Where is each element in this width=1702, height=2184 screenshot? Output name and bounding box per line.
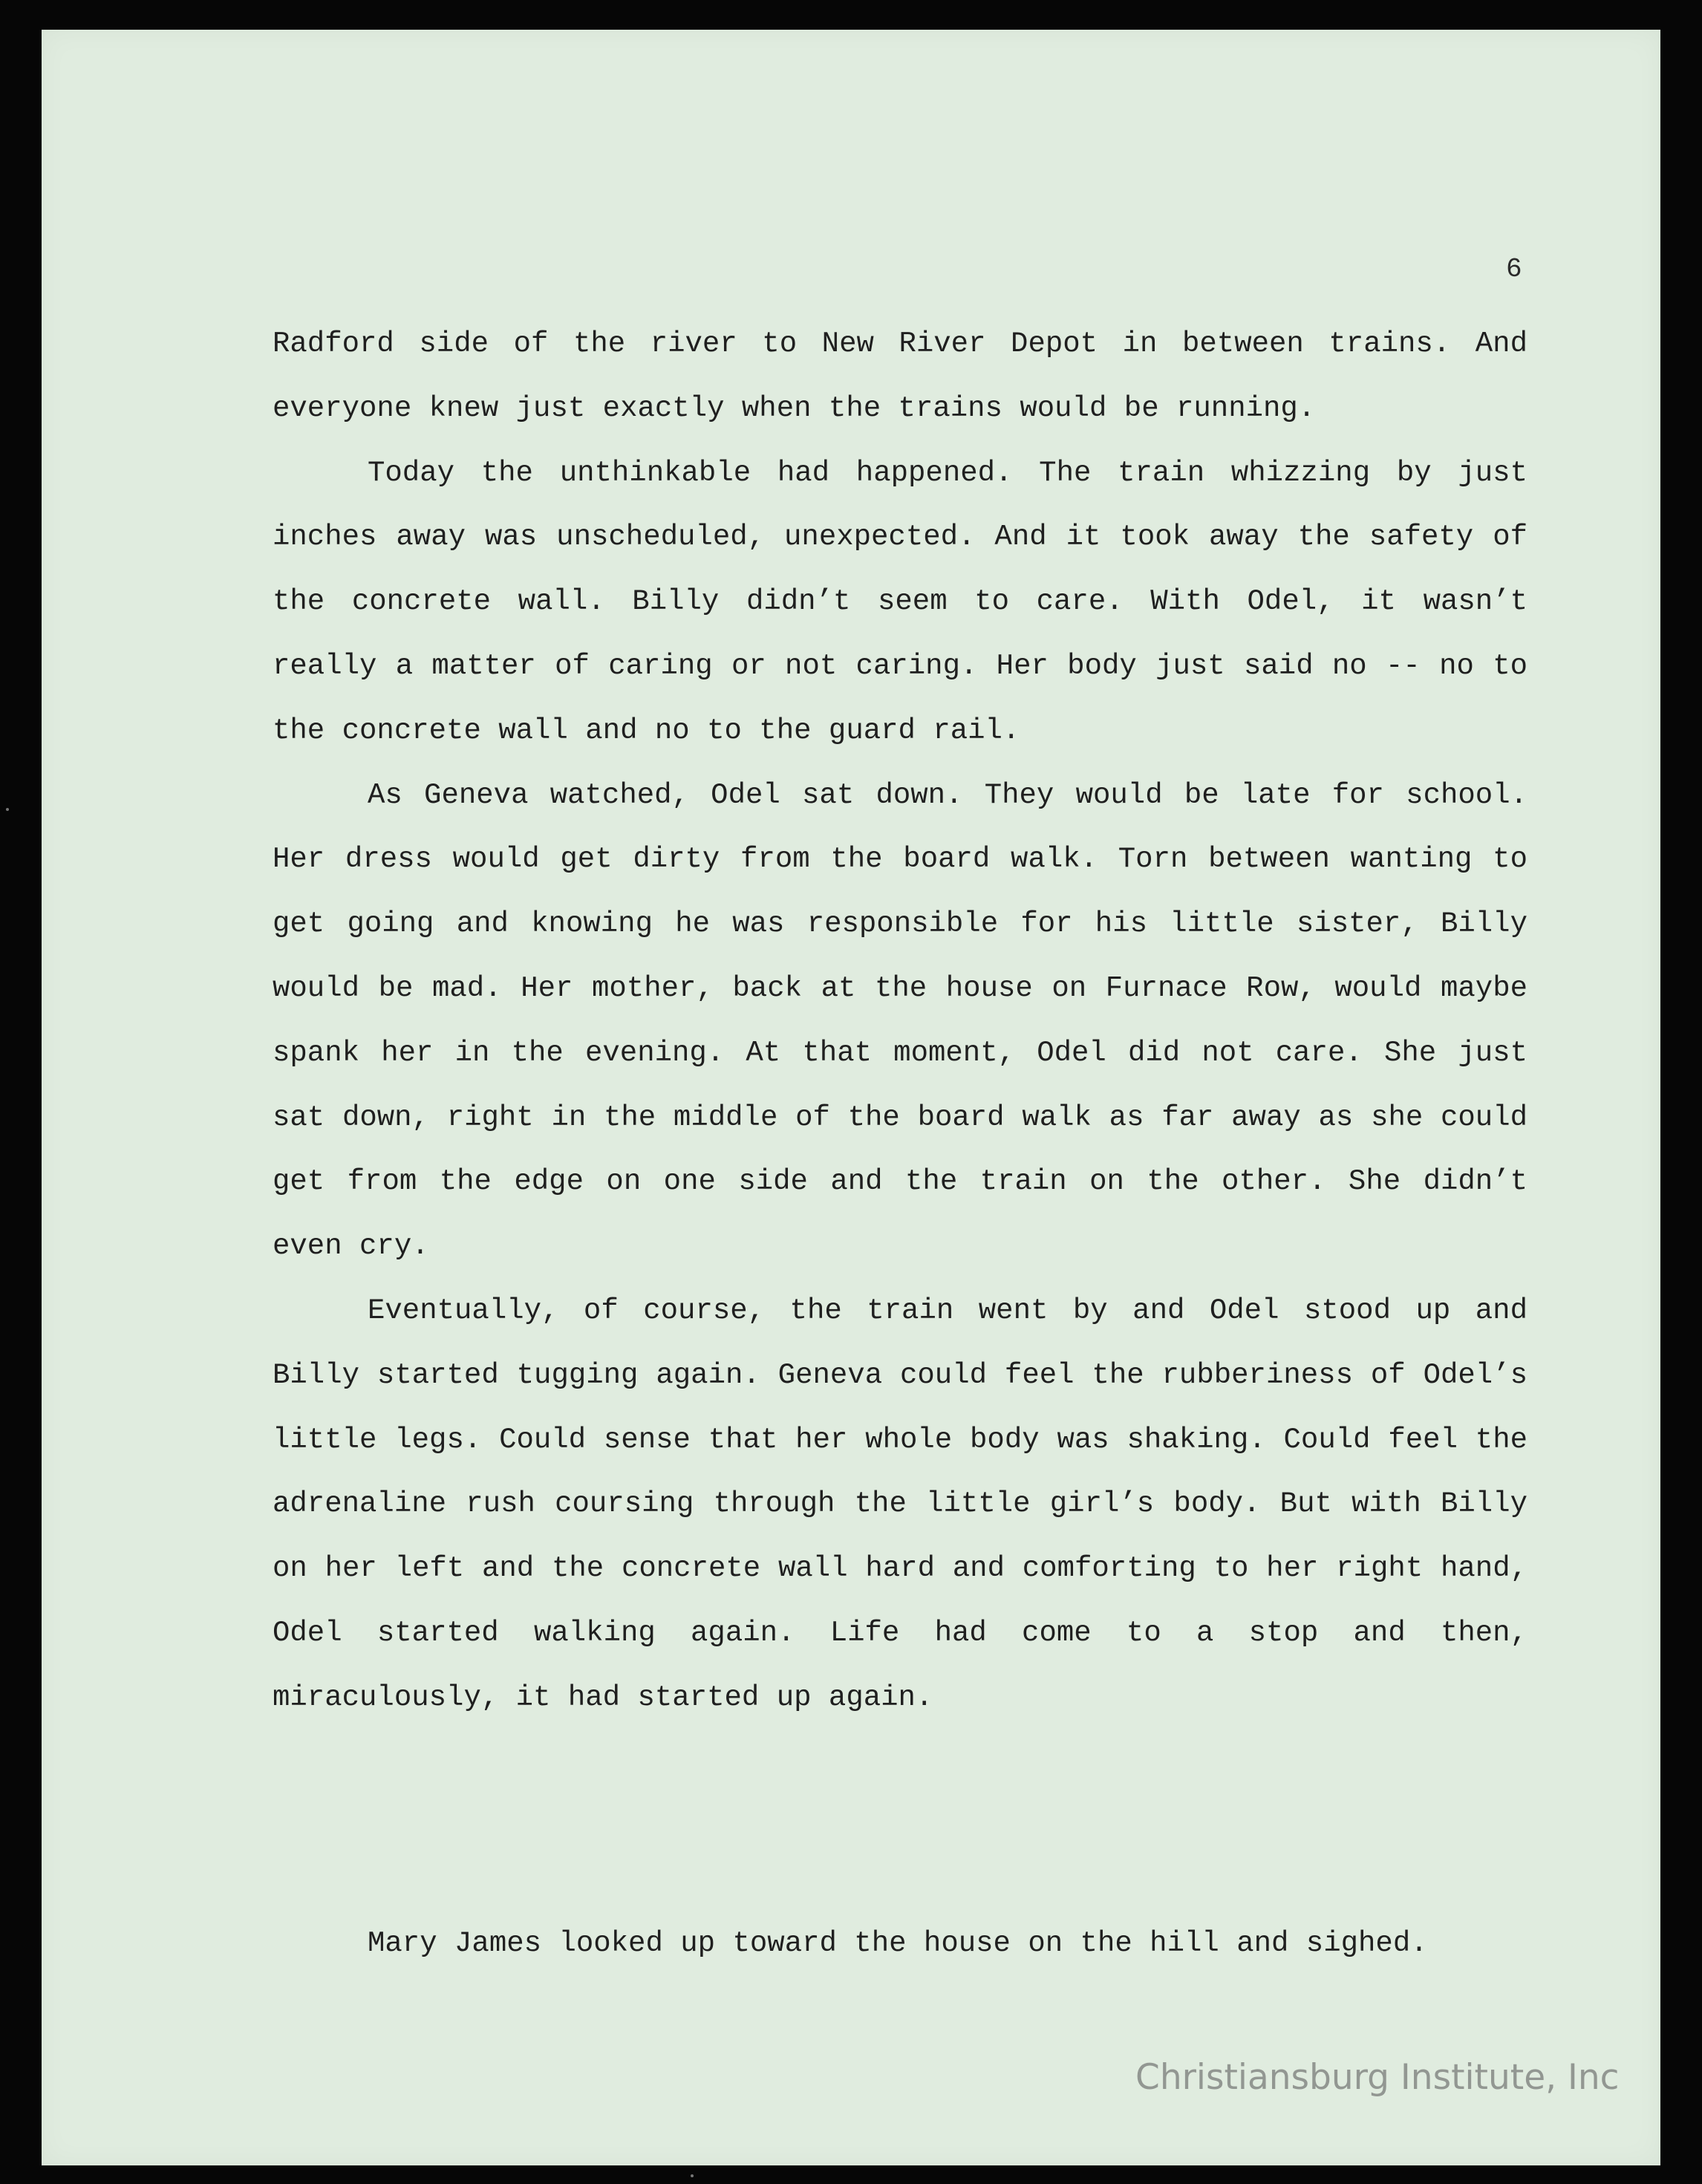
closing-line: Mary James looked up toward the house on the hill and sighed. [368, 1927, 1428, 1960]
page-number: 6 [1506, 254, 1522, 284]
body-text [273, 312, 1527, 1730]
paragraph-1: Radford side of the river to New River Depot in between trains. And everyone knew just exactly when the trains would be running. [273, 327, 1527, 425]
scan-speck [691, 2174, 694, 2177]
document-page [42, 30, 1660, 2165]
scan-speck [6, 808, 9, 811]
watermark-text: Christiansburg Institute, Inc [1135, 2057, 1620, 2098]
paragraph-4: Eventually, of course, the train went by and Odel stood up and Billy started tugging again. Geneva could feel the rubberiness of Odel’s little legs. Could sense that her whole body was shaking. Could feel the adrenaline rush coursing through the little girl’s body. But with Billy on her left and the concrete wall hard and comforting to her right hand, Odel started walking again. Life had come to a stop and then, miraculously, it had started up again. [273, 1294, 1527, 1714]
paragraph-3: As Geneva watched, Odel sat down. They would be late for school. Her dress would get dirty from the board walk. Torn between wanting to get going and knowing he was responsible for his little sister, Billy would be mad. Her mother, back at the house on Furnace Row, would maybe spank her in the evening. At that moment, Odel did not care. She just sat down, right in the middle of the board walk as far away as she could get from the edge on one side and the train on the other. She didn’t even cry. [273, 778, 1527, 1263]
paragraph-2: Today the unthinkable had happened. The train whizzing by just inches away was unscheduled, unexpected. And it took away the safety of the concrete wall. Billy didn’t seem to care. With Odel, it wasn’t really a matter of caring or not caring. Her body just said no -- no to the concrete wall and no to the guard rail. [273, 456, 1527, 747]
